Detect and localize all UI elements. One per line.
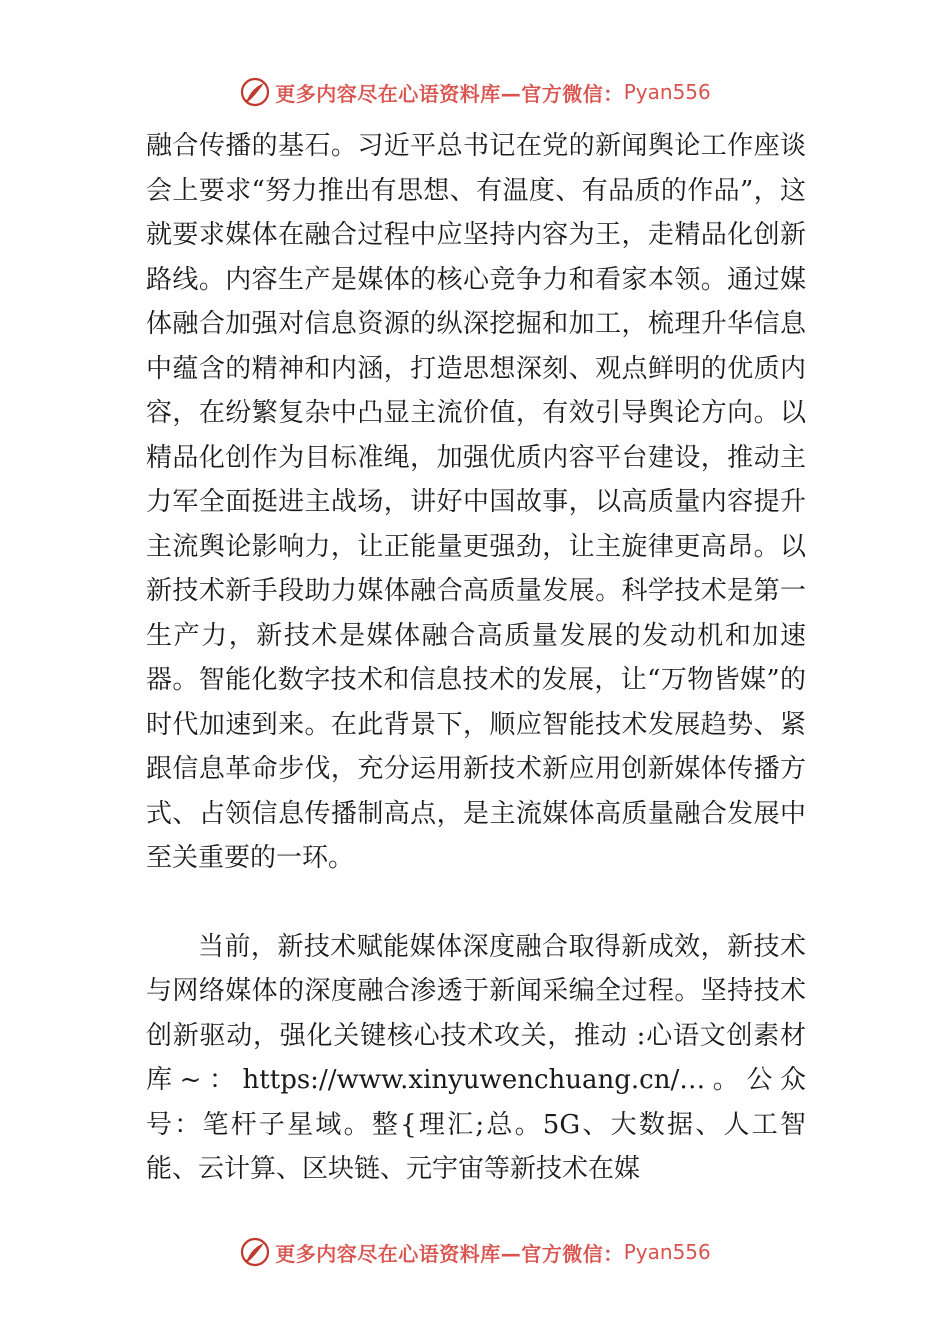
banner-text-cn: 更多内容尽在心语资料库—官方微信：: [275, 81, 624, 106]
footer-watermark-banner: [0, 1230, 950, 1274]
header-watermark-banner: [0, 70, 950, 114]
banner-text-cn: 更多内容尽在心语资料库—官方微信：: [275, 1241, 624, 1266]
document-body: [146, 124, 806, 1192]
banner-text-wechat-id: Pyan556: [623, 1240, 711, 1264]
banner-text-wechat-id: Pyan556: [623, 80, 711, 104]
paragraph-2: 当前，新技术赋能媒体深度融合取得新成效，新技术与网络媒体的深度融合渗透于新闻采编全过程。坚持技术创新驱动，强化关键核心技术攻关，推动 :心语文创素材库~：https://www.xinyuwenchuang.cn/…。公众号：笔杆子星域。整{理汇;总。5G、大数据、人工智能、云计算、区块链、元宇宙等新技术在媒: [146, 931, 806, 1184]
brush-logo-icon: [239, 76, 271, 108]
brush-logo-icon: [239, 1236, 271, 1268]
paragraph-1: 融合传播的基石。习近平总书记在党的新闻舆论工作座谈会上要求“努力推出有思想、有温度、有品质的作品”，这就要求媒体在融合过程中应坚持内容为王，走精品化创新路线。内容生产是媒体的核心竞争力和看家本领。通过媒体融合加强对信息资源的纵深挖掘和加工，梳理升华信息中蕴含的精神和内涵，打造思想深刻、观点鲜明的优质内容，在纷繁复杂中凸显主流价值，有效引导舆论方向。以精品化创作为目标准绳，加强优质内容平台建设，推动主力军全面挺进主战场，讲好中国故事，以高质量内容提升主流舆论影响力，让正能量更强劲，让主旋律更高昂。以新技术新手段助力媒体融合高质量发展。科学技术是第一生产力，新技术是媒体融合高质量发展的发动机和加速器。智能化数字技术和信息技术的发展，让“万物皆媒”的时代加速到来。在此背景下，顺应智能技术发展趋势、紧跟信息革命步伐，充分运用新技术新应用创新媒体传播方式、占领信息传播制高点，是主流媒体高质量融合发展中至关重要的一环。: [146, 131, 806, 873]
